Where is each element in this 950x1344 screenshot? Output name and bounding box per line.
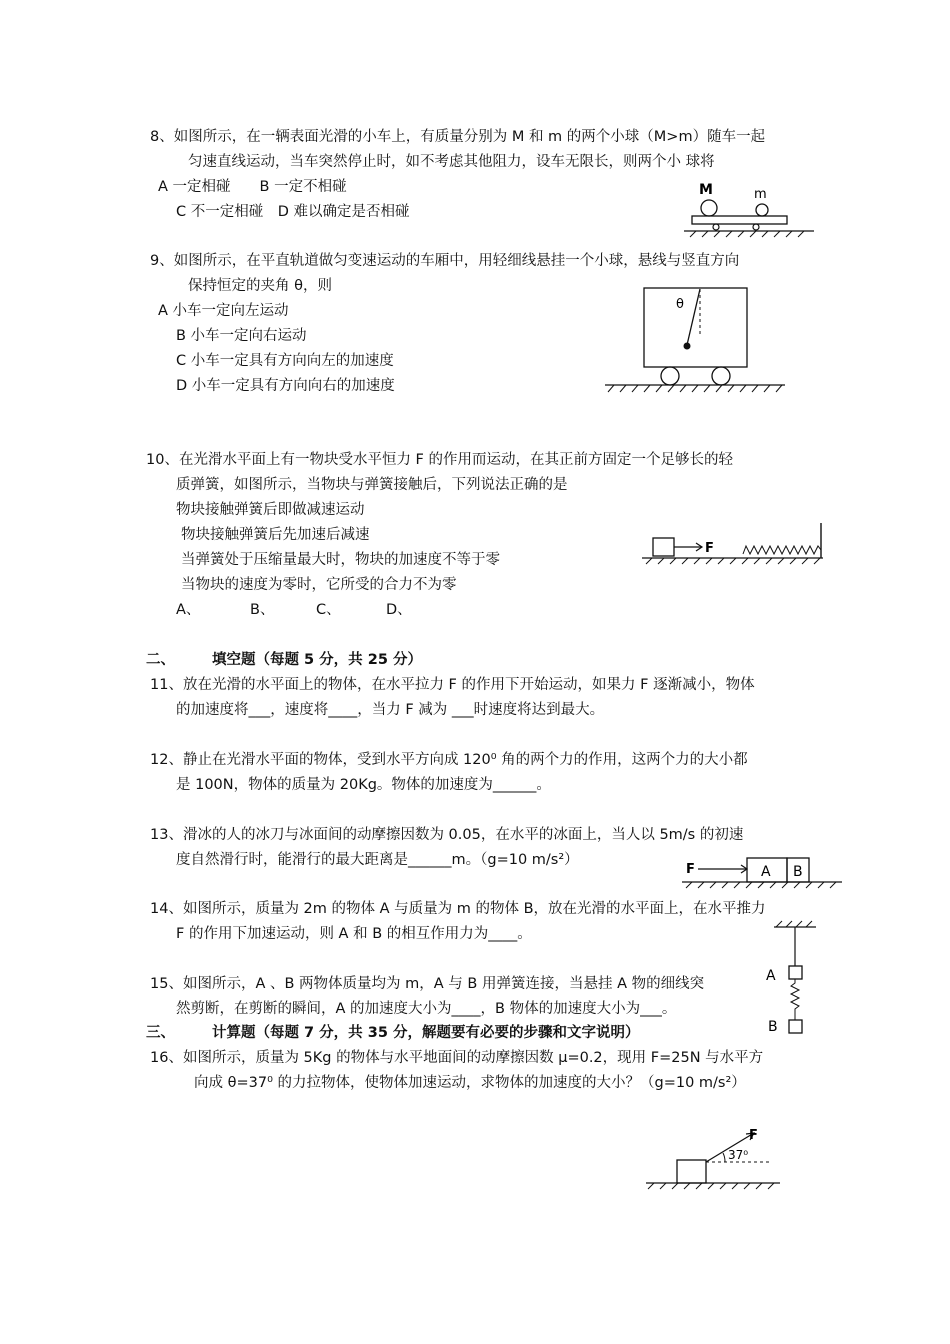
- q8-fig-label-M: M: [699, 182, 713, 198]
- q15-line2: 然剪断，在剪断的瞬间，A 的加速度大小为____，B 物体的加速度大小为___。: [176, 1001, 677, 1017]
- q11-line2: 的加速度将___，速度将____，当力 F 减为 ___时速度将达到最大。: [176, 702, 605, 718]
- q15-line1: 15、如图所示，A 、B 两物体质量均为 m，A 与 B 用弹簧连接，当悬挂 A 物的细线突: [150, 976, 705, 992]
- q10-option-b: B、: [250, 602, 275, 618]
- q9-string: [687, 289, 700, 345]
- q10-block: [653, 538, 674, 556]
- q9-carriage-figure: [600, 285, 795, 400]
- q10-statement-2: 物块接触弹簧后先加速后减速: [181, 527, 370, 543]
- q8-ball-large: [701, 200, 717, 216]
- q8-fig-label-m: m: [754, 187, 767, 202]
- q13-line1: 13、滑冰的人的冰刀与冰面间的动摩擦因数为 0.05，在水平的冰面上，当人以 5m/s 的初速: [150, 827, 744, 843]
- q15-fig-label-A: A: [766, 968, 776, 984]
- q15-fig-label-B: B: [768, 1019, 778, 1035]
- q10-line2: 质弹簧，如图所示，当物块与弹簧接触后，下列说法正确的是: [176, 477, 568, 493]
- q15-block-a: [789, 966, 802, 979]
- q16-block: [677, 1160, 706, 1183]
- q8-line2: 匀速直线运动，当车突然停止时，如不考虑其他阻力，设车无限长，则两个小 球将: [188, 154, 715, 170]
- q13-fig-label-B: B: [793, 864, 803, 880]
- q12-line1: 12、静止在光滑水平面的物体，受到水平方向成 120⁰ 角的两个力的作用，这两个力的大小都: [150, 752, 748, 768]
- q8-options-ab: A 一定相碰 B 一定不相碰: [158, 179, 347, 195]
- q9-option-a: A 小车一定向左运动: [158, 303, 289, 319]
- q13-line2: 度自然滑行时，能滑行的最大距离是______m。（g=10 m/s²）: [176, 852, 579, 868]
- q8-cart-figure: [682, 176, 817, 238]
- section-2-number: 二、: [146, 652, 175, 668]
- q8-cart-body: [692, 216, 787, 224]
- q13-fig-label-F: F: [686, 862, 695, 877]
- q13-blocks-figure: [682, 853, 844, 893]
- q10-statement-1: 物块接触弹簧后即做减速运动: [176, 502, 365, 518]
- q15-hanging-figure: [760, 920, 820, 1038]
- q16-inclined-force-figure: [642, 1122, 787, 1197]
- q10-fig-label-F: F: [705, 541, 714, 556]
- q8-options-cd: C 不一定相碰 D 难以确定是否相碰: [176, 204, 410, 220]
- q10-statement-3: 当弹簧处于压缩量最大时，物块的加速度不等于零: [181, 552, 500, 568]
- q8-wheel-left: [713, 224, 719, 230]
- q11-line1: 11、放在光滑的水平面上的物体，在水平拉力 F 的作用下开始运动，如果力 F 逐渐减小，物体: [150, 677, 755, 693]
- q9-carriage-body: [644, 288, 747, 367]
- q9-fig-label-theta: θ: [676, 297, 684, 312]
- q8-line1: 8、如图所示，在一辆表面光滑的小车上，有质量分别为 M 和 m 的两个小球（M>m）随车一起: [150, 129, 766, 145]
- q15-spring: [791, 979, 799, 1020]
- q12-line2: 是 100N，物体的质量为 20Kg。物体的加速度为______。: [176, 777, 551, 793]
- q8-wheel-right: [753, 224, 759, 230]
- section-3-number: 三、: [146, 1025, 175, 1041]
- q15-block-b: [789, 1020, 802, 1033]
- section-2-title: 填空题（每题 5 分，共 25 分）: [212, 652, 422, 668]
- q9-option-b: B 小车一定向右运动: [176, 328, 307, 344]
- q16-fig-label-F: F: [749, 1128, 758, 1143]
- q9-wheel-right: [712, 367, 730, 385]
- q9-wheel-left: [661, 367, 679, 385]
- q9-ball: [684, 343, 691, 350]
- q10-spring: [743, 546, 821, 554]
- q10-option-c: C、: [316, 602, 341, 618]
- q10-option-a: A、: [176, 602, 201, 618]
- q14-line1: 14、如图所示，质量为 2m 的物体 A 与质量为 m 的物体 B，放在光滑的水平面上，在水平推力: [150, 901, 766, 917]
- q14-line2: F 的作用下加速运动，则 A 和 B 的相互作用力为____。: [176, 926, 532, 942]
- q9-option-d: D 小车一定具有方向向右的加速度: [176, 378, 395, 394]
- q9-option-c: C 小车一定具有方向向左的加速度: [176, 353, 394, 369]
- q10-line1: 10、在光滑水平面上有一物块受水平恒力 F 的作用而运动，在其正前方固定一个足够长的轻: [146, 452, 734, 468]
- q16-line1: 16、如图所示，质量为 5Kg 的物体与水平地面间的动摩擦因数 μ=0.2，现用 F=25N 与水平方: [150, 1050, 764, 1066]
- q16-fig-label-angle: 37⁰: [728, 1148, 749, 1162]
- q13-fig-label-A: A: [761, 864, 771, 880]
- q10-spring-figure: [640, 520, 830, 572]
- q10-statement-4: 当物块的速度为零时，它所受的合力不为零: [181, 577, 457, 593]
- q9-line1: 9、如图所示，在平直轨道做匀变速运动的车厢中，用轻细线悬挂一个小球，悬线与竖直方向: [150, 253, 740, 269]
- section-3-title: 计算题（每题 7 分，共 35 分，解题要有必要的步骤和文字说明）: [212, 1025, 640, 1041]
- q10-option-d: D、: [386, 602, 412, 618]
- q16-line2: 向成 θ=37⁰ 的力拉物体，使物体加速运动，求物体的加速度的大小？（g=10 m/s²）: [194, 1075, 746, 1091]
- q9-line2: 保持恒定的夹角 θ，则: [188, 278, 332, 294]
- q8-ball-small: [756, 204, 768, 216]
